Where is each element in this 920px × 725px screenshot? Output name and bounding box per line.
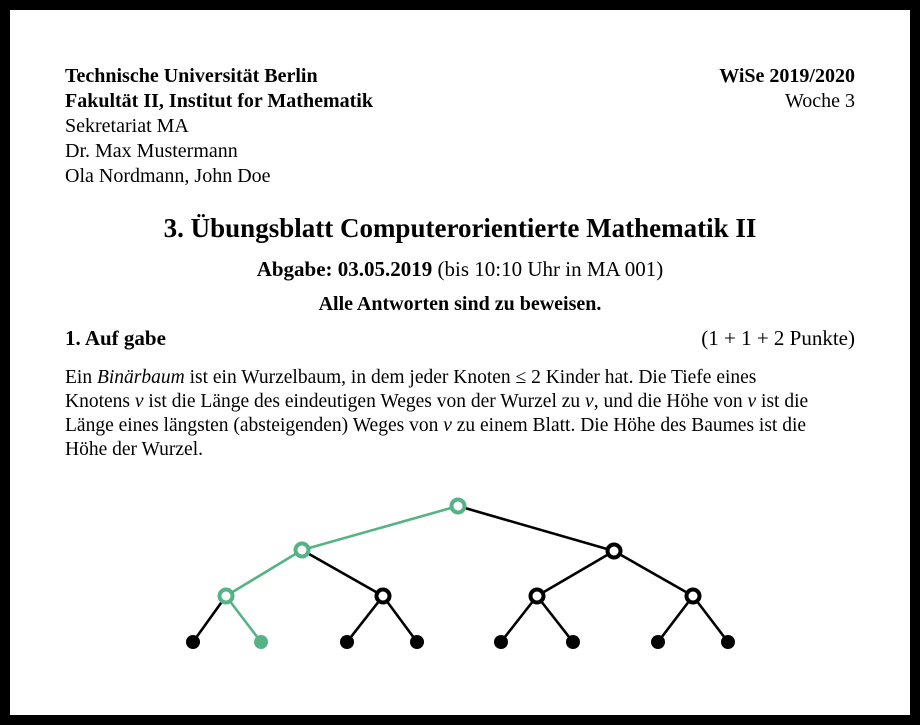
exercise-points: (1 + 1 + 2 Punkte)	[701, 326, 855, 350]
tree-edge	[302, 506, 458, 550]
tree-inner-node	[531, 590, 544, 603]
binary-tree-figure	[150, 480, 855, 670]
tree-inner-node	[608, 545, 621, 558]
text-run: , und die Höhe von	[593, 391, 748, 412]
tree-leaf-node	[254, 635, 268, 649]
proof-notice: Alle Antworten sind zu beweisen.	[318, 293, 602, 315]
tree-edge	[458, 506, 614, 551]
paragraph-line	[65, 414, 855, 438]
tree-inner-node	[220, 590, 233, 603]
tree-edge	[347, 596, 383, 642]
deadline-details: (bis 10:10 Uhr in MA 001)	[432, 257, 664, 281]
tree-leaf-node	[721, 635, 735, 649]
assistant-names: Ola Nordmann, John Doe	[65, 165, 271, 187]
exercise-paragraph	[65, 366, 855, 462]
tree-edge	[226, 596, 261, 642]
italic-term: v	[747, 391, 757, 412]
header-left-block	[65, 64, 373, 189]
text-run: ist die	[756, 391, 809, 412]
tree-leaf-node	[340, 635, 354, 649]
deadline-date: Abgabe: 03.05.2019	[256, 257, 433, 281]
sheet-title: 3. Übungsblatt Computerorientierte Mathematik II	[163, 213, 757, 243]
tree-inner-node	[296, 544, 309, 557]
document-page	[10, 10, 910, 715]
tree-edge	[693, 596, 728, 642]
tree-leaf-node	[410, 635, 424, 649]
tree-edge	[537, 551, 614, 596]
binary-tree-diagram	[150, 480, 790, 670]
tree-inner-node	[377, 590, 390, 603]
text-run: zu einem Blatt. Die Höhe des Baumes ist die	[451, 415, 807, 436]
exercise-heading-row	[65, 325, 855, 351]
paragraph-line	[65, 390, 855, 414]
italic-term: Binärbaum	[96, 367, 185, 388]
tree-leaf-node	[494, 635, 508, 649]
italic-term: v	[134, 391, 144, 412]
tree-edge	[501, 596, 537, 642]
tree-leaf-node	[651, 635, 665, 649]
tree-leaf-node	[566, 635, 580, 649]
tree-edge	[226, 550, 302, 596]
italic-term: v	[443, 415, 452, 436]
tree-edge	[302, 550, 383, 596]
document-header	[65, 64, 855, 189]
text-run: ist die Länge des eindeutigen Weges von der Wurzel zu	[143, 391, 586, 412]
tree-leaf-node	[186, 635, 200, 649]
header-right-block	[719, 64, 855, 114]
lecturer-name: Dr. Max Mustermann	[65, 140, 238, 162]
deadline-line	[65, 256, 855, 282]
tree-edge	[383, 596, 417, 642]
tree-inner-node	[452, 500, 465, 513]
italic-term: v	[585, 391, 594, 412]
text-run: Knotens	[65, 391, 135, 412]
paragraph-line	[65, 366, 855, 390]
office-name: Sekretariat MA	[65, 115, 189, 137]
tree-edge	[537, 596, 573, 642]
text-run: Länge eines längsten (absteigenden) Weges von	[65, 415, 444, 436]
institution-name: Technische Universität Berlin	[65, 65, 318, 87]
tree-edge	[614, 551, 693, 596]
semester-label: WiSe 2019/2020	[719, 65, 855, 87]
text-run: ist ein Wurzelbaum, in dem jeder Knoten ≤ 2 Kinder hat. Die Tiefe eines	[184, 367, 757, 388]
tree-edge	[658, 596, 693, 642]
week-label: Woche 3	[784, 90, 855, 112]
exercise-label: 1. Auf gabe	[65, 326, 166, 350]
tree-inner-node	[687, 590, 700, 603]
text-run: Ein	[65, 367, 97, 388]
faculty-name: Fakultät II, Institut for Mathematik	[65, 90, 373, 112]
text-run: Höhe der Wurzel.	[65, 439, 204, 460]
paragraph-line	[65, 438, 855, 462]
